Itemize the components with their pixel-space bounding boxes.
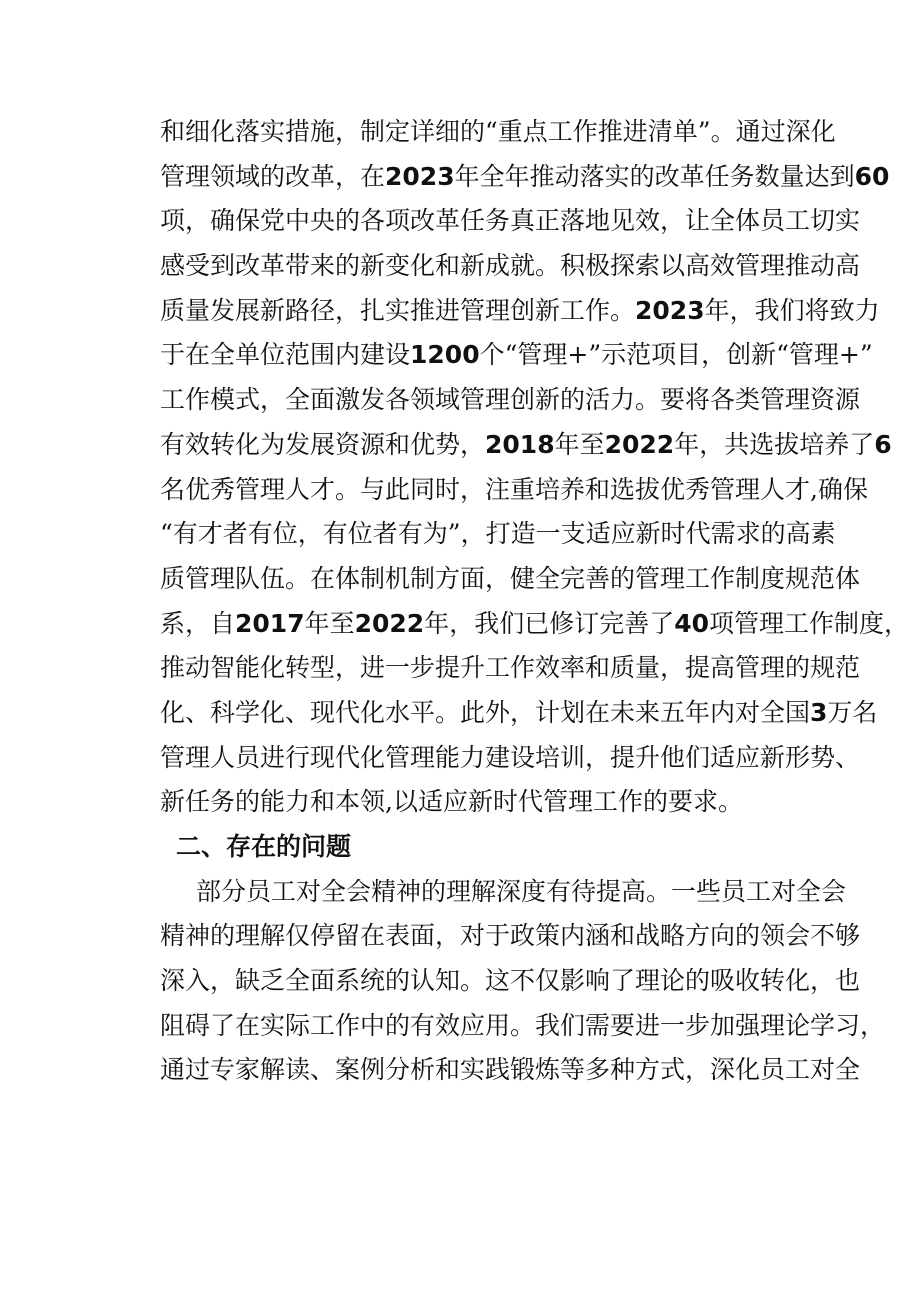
text-line: 和细化落实措施，制定详细的“重点工作推进清单”。通过深化 [160, 117, 836, 146]
text-line: 于在全单位范围内建设1200个“管理+”示范项目，创新“管理+” [160, 340, 873, 370]
text-line: 系，自2017年至2022年，我们已修订完善了40项管理工作制度， [160, 608, 910, 638]
number-highlight: 2023 [635, 295, 705, 325]
text-line: 质管理队伍。在体制机制方面，健全完善的管理工作制度规范体 [160, 563, 861, 593]
text-line: 推动智能化转型，进一步提升工作效率和质量，提高管理的规范 [160, 653, 861, 683]
number-highlight: 40 [674, 608, 710, 638]
section-heading: 二、存在的问题 [176, 832, 352, 861]
number-highlight: 2017 [235, 608, 305, 638]
text-line: 部分员工对全会精神的理解深度有待提高。一些员工对全会 [196, 876, 847, 906]
text-line: 化、科学化、现代化水平。此外，计划在未来五年内对全国3万名 [160, 697, 878, 727]
text-line: 感受到改革带来的新变化和新成就。积极探索以高效管理推动高 [160, 251, 861, 281]
number-highlight: 2023 [385, 161, 455, 191]
text-line: 通过专家解读、案例分析和实践锻炼等多种方式，深化员工对全 [160, 1055, 861, 1085]
number-highlight: 2018 [485, 429, 555, 459]
paragraph-problems [160, 870, 886, 1093]
paragraph-achievements [160, 110, 910, 825]
number-highlight: 6 [874, 429, 892, 459]
number-highlight: 60 [854, 161, 890, 191]
text-line: 管理领域的改革，在2023年全年推动落实的改革任务数量达到60 [160, 161, 890, 191]
text-line: 管理人员进行现代化管理能力建设培训，提升他们适应新形势、 [160, 742, 861, 772]
text-line: 精神的理解仅停留在表面，对于政策内涵和战略方向的领会不够 [160, 921, 861, 951]
number-highlight: 3 [810, 697, 828, 727]
text-line: “有才者有位，有位者有为”，打造一支适应新时代需求的高素 [160, 519, 836, 549]
text-line: 质量发展新路径，扎实推进管理创新工作。2023年，我们将致力 [160, 295, 880, 325]
text-line: 阻碍了在实际工作中的有效应用。我们需要进一步加强理论学习， [160, 1010, 886, 1040]
text-line: 名优秀管理人才。与此同时，注重培养和选拔优秀管理人才,确保 [160, 474, 868, 504]
text-line: 有效转化为发展资源和优势，2018年至2022年，共选拔培养了6 [160, 429, 892, 459]
text-line: 新任务的能力和本领,以适应新时代管理工作的要求。 [160, 787, 743, 817]
document-body [160, 110, 910, 1093]
text-line: 工作模式，全面激发各领域管理创新的活力。要将各类管理资源 [160, 385, 861, 415]
text-line: 深入，缺乏全面系统的认知。这不仅影响了理论的吸收转化，也 [160, 966, 861, 996]
number-highlight: 1200 [410, 340, 480, 370]
number-highlight: 2022 [354, 608, 425, 638]
text-line: 项，确保党中央的各项改革任务真正落地见效，让全体员工切实 [160, 206, 861, 236]
number-highlight: 2022 [604, 429, 675, 459]
